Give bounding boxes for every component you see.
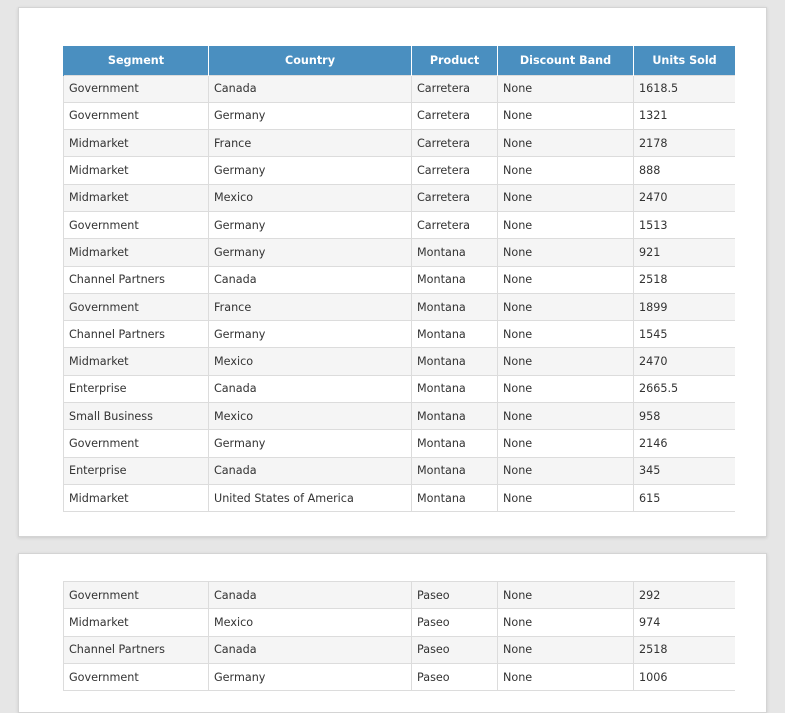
sales-table-page-2: [63, 581, 735, 691]
cell-discount-band: None: [498, 375, 634, 402]
cell-discount-band: None: [498, 609, 634, 636]
cell-discount-band: None: [498, 184, 634, 211]
cell-country: France: [209, 293, 412, 320]
cell-country: Canada: [209, 582, 412, 609]
table-viewport-page-2: [63, 581, 735, 713]
cell-segment: Government: [64, 293, 209, 320]
cell-product: Montana: [412, 457, 498, 484]
cell-country: Mexico: [209, 403, 412, 430]
cell-segment: Government: [64, 582, 209, 609]
cell-product: Paseo: [412, 609, 498, 636]
cell-country: Canada: [209, 266, 412, 293]
cell-units-sold: 345: [634, 457, 736, 484]
cell-discount-band: None: [498, 430, 634, 457]
column-header-segment: Segment: [64, 46, 209, 75]
cell-units-sold: 1513: [634, 211, 736, 238]
cell-units-sold: 1321: [634, 102, 736, 129]
cell-country: Germany: [209, 157, 412, 184]
cell-product: Montana: [412, 430, 498, 457]
cell-units-sold: 292: [634, 582, 736, 609]
cell-segment: Midmarket: [64, 157, 209, 184]
table-row: [64, 430, 736, 457]
table-row: [64, 375, 736, 402]
document-page-2: [18, 553, 767, 713]
table-row: [64, 457, 736, 484]
sales-table-page-1: [63, 46, 735, 512]
cell-country: Canada: [209, 457, 412, 484]
cell-discount-band: None: [498, 157, 634, 184]
table-row: [64, 636, 736, 663]
cell-segment: Enterprise: [64, 457, 209, 484]
cell-country: Germany: [209, 102, 412, 129]
cell-units-sold: 2518: [634, 636, 736, 663]
table-row: [64, 211, 736, 238]
cell-country: Germany: [209, 663, 412, 690]
cell-segment: Government: [64, 102, 209, 129]
cell-country: Mexico: [209, 184, 412, 211]
cell-country: Canada: [209, 75, 412, 102]
cell-segment: Midmarket: [64, 184, 209, 211]
cell-discount-band: None: [498, 457, 634, 484]
cell-units-sold: 2470: [634, 348, 736, 375]
cell-units-sold: 2146: [634, 430, 736, 457]
column-header-discount-band: Discount Band: [498, 46, 634, 75]
cell-product: Montana: [412, 266, 498, 293]
cell-segment: Government: [64, 663, 209, 690]
table-row: [64, 484, 736, 511]
cell-units-sold: 615: [634, 484, 736, 511]
cell-discount-band: None: [498, 663, 634, 690]
cell-discount-band: None: [498, 403, 634, 430]
cell-product: Montana: [412, 403, 498, 430]
table-viewport-page-1: [63, 46, 735, 512]
cell-segment: Enterprise: [64, 375, 209, 402]
column-header-product: Product: [412, 46, 498, 75]
cell-segment: Midmarket: [64, 484, 209, 511]
cell-product: Paseo: [412, 582, 498, 609]
cell-discount-band: None: [498, 211, 634, 238]
cell-country: United States of America: [209, 484, 412, 511]
cell-product: Carretera: [412, 102, 498, 129]
cell-segment: Midmarket: [64, 348, 209, 375]
cell-country: France: [209, 130, 412, 157]
cell-product: Paseo: [412, 663, 498, 690]
cell-segment: Government: [64, 430, 209, 457]
cell-product: Carretera: [412, 211, 498, 238]
table-row: [64, 293, 736, 320]
cell-units-sold: 1618.5: [634, 75, 736, 102]
table-body-page-2: [64, 582, 736, 691]
cell-units-sold: 1006: [634, 663, 736, 690]
cell-product: Montana: [412, 321, 498, 348]
table-row: [64, 130, 736, 157]
table-body-page-1: [64, 75, 736, 512]
cell-country: Germany: [209, 321, 412, 348]
cell-units-sold: 2178: [634, 130, 736, 157]
cell-product: Carretera: [412, 157, 498, 184]
cell-segment: Midmarket: [64, 609, 209, 636]
cell-discount-band: None: [498, 75, 634, 102]
cell-discount-band: None: [498, 484, 634, 511]
cell-country: Mexico: [209, 348, 412, 375]
cell-units-sold: 2470: [634, 184, 736, 211]
cell-discount-band: None: [498, 239, 634, 266]
table-row: [64, 582, 736, 609]
cell-units-sold: 888: [634, 157, 736, 184]
cell-units-sold: 2518: [634, 266, 736, 293]
cell-product: Montana: [412, 375, 498, 402]
cell-product: Paseo: [412, 636, 498, 663]
cell-units-sold: 2665.5: [634, 375, 736, 402]
table-row: [64, 609, 736, 636]
cell-segment: Channel Partners: [64, 321, 209, 348]
cell-segment: Midmarket: [64, 130, 209, 157]
table-row: [64, 321, 736, 348]
table-row: [64, 157, 736, 184]
cell-country: Mexico: [209, 609, 412, 636]
cell-segment: Small Business: [64, 403, 209, 430]
cell-product: Montana: [412, 239, 498, 266]
cell-discount-band: None: [498, 348, 634, 375]
cell-discount-band: None: [498, 293, 634, 320]
column-header-country: Country: [209, 46, 412, 75]
cell-country: Canada: [209, 636, 412, 663]
cell-discount-band: None: [498, 321, 634, 348]
cell-units-sold: 921: [634, 239, 736, 266]
cell-country: Germany: [209, 430, 412, 457]
cell-product: Montana: [412, 293, 498, 320]
cell-product: Carretera: [412, 184, 498, 211]
cell-product: Carretera: [412, 130, 498, 157]
table-row: [64, 184, 736, 211]
cell-product: Montana: [412, 484, 498, 511]
cell-discount-band: None: [498, 130, 634, 157]
cell-country: Germany: [209, 239, 412, 266]
cell-product: Carretera: [412, 75, 498, 102]
table-row: [64, 102, 736, 129]
cell-segment: Government: [64, 211, 209, 238]
cell-country: Canada: [209, 375, 412, 402]
cell-discount-band: None: [498, 266, 634, 293]
cell-segment: Channel Partners: [64, 636, 209, 663]
cell-discount-band: None: [498, 102, 634, 129]
cell-country: Germany: [209, 211, 412, 238]
cell-units-sold: 1899: [634, 293, 736, 320]
cell-units-sold: 974: [634, 609, 736, 636]
table-row: [64, 348, 736, 375]
cell-discount-band: None: [498, 582, 634, 609]
table-row: [64, 663, 736, 690]
table-row: [64, 403, 736, 430]
column-header-units-sold: Units Sold: [634, 46, 736, 75]
table-row: [64, 239, 736, 266]
document-page-1: [18, 7, 767, 537]
cell-segment: Midmarket: [64, 239, 209, 266]
cell-segment: Government: [64, 75, 209, 102]
cell-product: Montana: [412, 348, 498, 375]
cell-segment: Channel Partners: [64, 266, 209, 293]
cell-units-sold: 958: [634, 403, 736, 430]
table-row: [64, 266, 736, 293]
table-row: [64, 75, 736, 102]
cell-discount-band: None: [498, 636, 634, 663]
table-header-row: [64, 46, 736, 75]
cell-units-sold: 1545: [634, 321, 736, 348]
